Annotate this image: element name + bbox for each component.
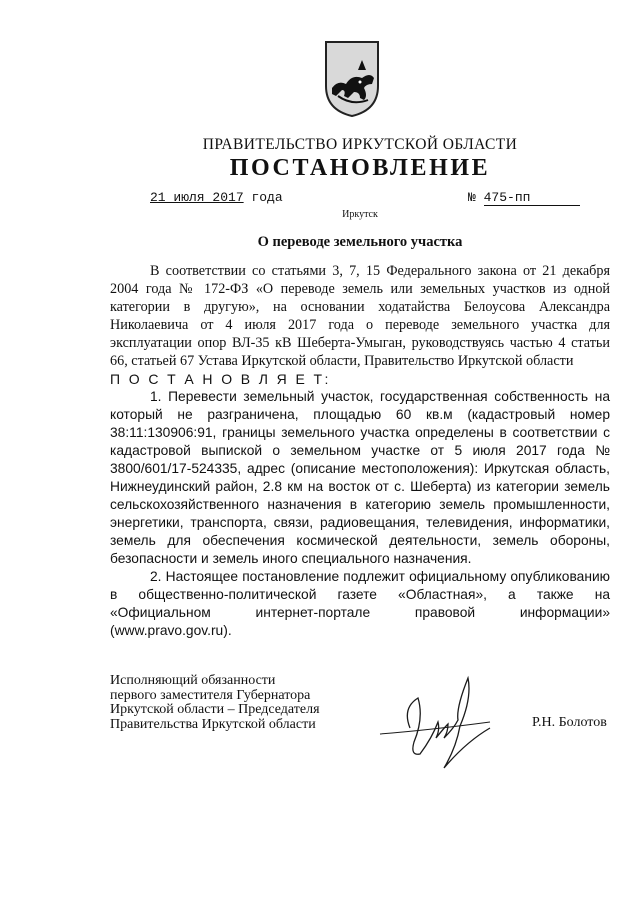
irkutsk-coat-of-arms-icon <box>324 40 380 118</box>
preamble-paragraph: В соответствии со статьями 3, 7, 15 Федерального закона от 21 декабря 2004 года № 172-ФЗ «О переводе земель или земельных участков из одной категории в другую», на основании ходатайства Белоусова Александра Николаевича от 4 июля 2017 года о переводе земельного участка для эксплуатации опор ВЛ-35 кВ Шеберта-Умыган, руководствуясь частью 4 статьи 66, статьей 67 Устава Иркутской области, Правительство Иркутской области <box>110 263 610 369</box>
city-name: Иркутск <box>342 209 378 220</box>
resolves-heading: П О С Т А Н О В Л Я Е Т: <box>110 371 331 387</box>
signer-position-line: первого заместителя Губернатора <box>110 687 311 703</box>
document-type: ПОСТАНОВЛЕНИЕ <box>229 155 491 181</box>
resolution-item-1: 1. Перевести земельный участок, государственная собственность на который не разграничена, площадью 60 кв.м (кадастровый номер 38:11:130906:91, границы земельного участка определены в соответствии с кадастровой выпиской о земельном участке от 5 июля 2017 года № 3800/601/17-524335, адрес (описание местоположения): Иркутская область, Нижнеудинский район, 2.8 км на восток от с. Шеберта) из категории земель сельскохозяйственного назначения в категорию земель промышленности, энергетики, транспорта, связи, радиовещания, телевидения, информатики, земель для обеспечения космической деятельности, земель обороны, безопасности и земель иного специального назначения. <box>110 389 610 566</box>
handwritten-signature <box>340 668 520 778</box>
resolution-item-2: 2. Настоящее постановление подлежит официальному опубликованию в общественно-политической газете «Областная», а также на «Официальном интернет-портале правовой информации» (www.pravo.gov.ru). <box>110 569 610 638</box>
document-body <box>110 262 610 640</box>
signer-position-line: Правительства Иркутской области <box>110 716 316 732</box>
signer-position-line: Иркутской области – Председателя <box>110 702 320 717</box>
signer-name: Р.Н. Болотов <box>532 715 607 730</box>
date-value: 21 июля 2017 <box>150 190 244 205</box>
document-subject: О переводе земельного участка <box>257 234 463 250</box>
document-date <box>150 190 283 205</box>
date-suffix: года <box>251 190 283 205</box>
signer-position-line: Исполняющий обязанности <box>110 673 276 688</box>
number-prefix: № <box>468 190 476 205</box>
number-value: 475-пп <box>484 190 580 206</box>
government-name: ПРАВИТЕЛЬСТВО ИРКУТСКОЙ ОБЛАСТИ <box>202 136 518 153</box>
document-number <box>468 190 580 206</box>
signer-position <box>110 674 320 732</box>
